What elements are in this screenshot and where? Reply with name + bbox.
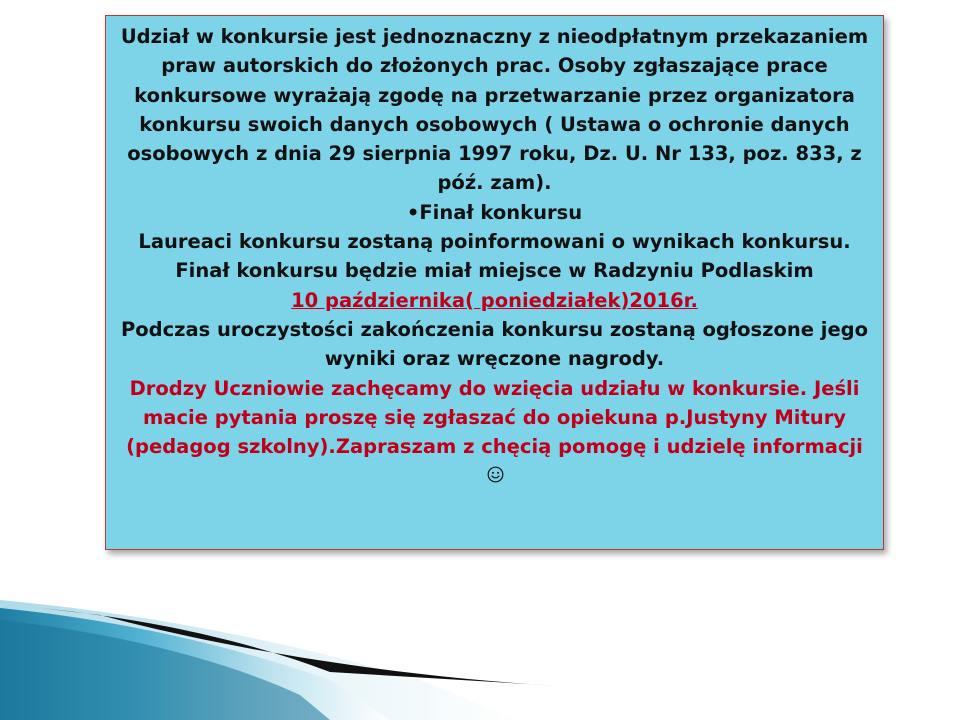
decorative-swoosh <box>0 560 960 720</box>
paragraph-contest-final: Laureaci konkursu zostaną poinformowani o wynikach konkursu. Finał konkursu będzie miał miejsce w Radzyniu Podlaskim <box>138 230 851 283</box>
paragraph-invitation: Drodzy Uczniowie zachęcamy do wzięcia udziału w konkursie. Jeśli macie pytania proszę się zgłaszać do opiekuna p.Justyny Mitury (pedagog szkolny).Zapraszam z chęcią pomogę i udzielę informacji <box>126 376 863 459</box>
final-date: 10 października( poniedziałek)2016r. <box>291 288 698 312</box>
content-text-box <box>105 15 884 550</box>
heading-contest-final: •Finał konkursu <box>406 200 583 224</box>
paragraph-copyright-consent: Udział w konkursie jest jednoznaczny z nieodpłatnym przekazaniem praw autorskich do złożonych prac. Osoby zgłaszające prace konkursowe wyrażają zgodę na przetwarzanie przez organizatora konkursu swoich danych osobowych ( Ustawa o ochronie danych osobowych z dnia 29 sierpnia 1997 roku, Dz. U. Nr 133, poz. 833, z póź. zam). <box>120 25 869 195</box>
paragraph-awards: Podczas uroczystości zakończenia konkursu zostaną ogłoszone jego wyniki oraz wręczone nagrody. <box>120 317 869 371</box>
smiley-face-icon <box>487 466 504 483</box>
